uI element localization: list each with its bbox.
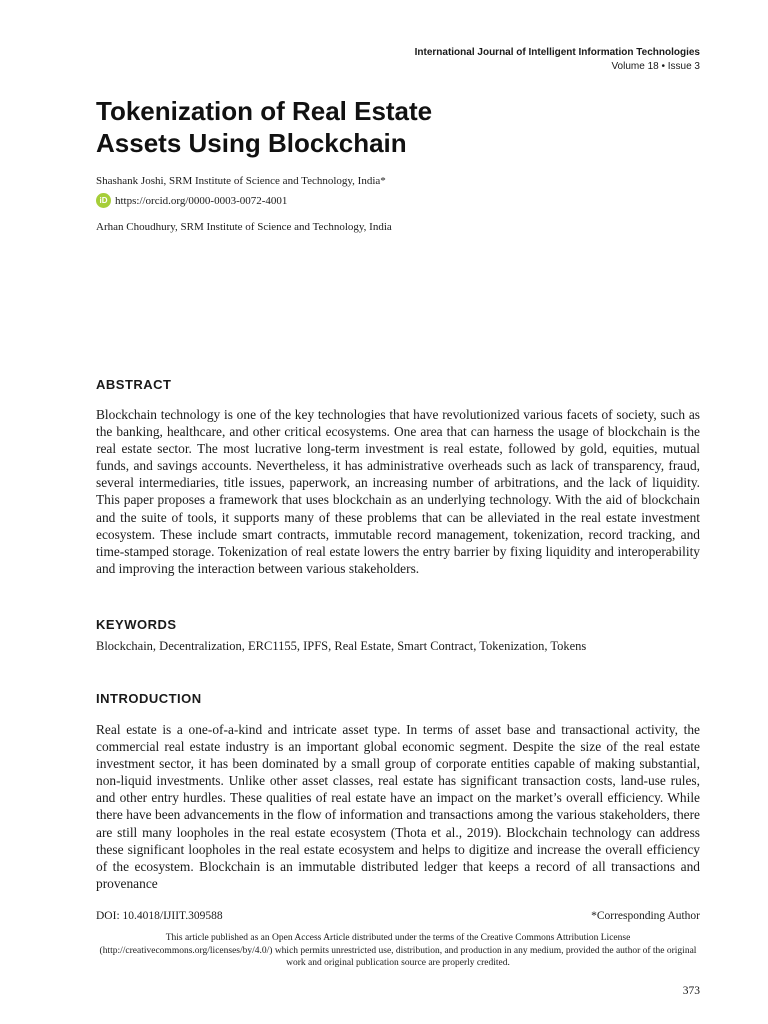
title-line: Assets Using Blockchain [96,128,407,158]
orcid-line [96,193,392,208]
author-2: Arhan Choudhury, SRM Institute of Science and Technology, India [96,221,392,233]
footer-doi-row [96,910,700,922]
abstract-text: Blockchain technology is one of the key technologies that have revolutionized various facets of society, such as the banking, healthcare, and other critical ecosystems. One area that can harness the usage of blockchain is the real estate sector. The most lucrative long-term investment is real estate, followed by gold, equities, mutual funds, and savings accounts. Nevertheless, it has administrative overheads such as lack of transparency, fraud, several intermediaries, title issues, paperwork, an increasing number of arbitrations, and the lack of liquidity. This paper proposes a framework that uses blockchain as an underlying technology. With the aid of blockchain and the suite of tools, it supports many of these problems that can be alleviated in the real estate investment ecosystem. These include smart contracts, immutable record management, tokenization, record tracking, and time-stamped storage. Tokenization of real estate lowers the entry barrier by fixing liquidity and interoperability and improving the interaction between various stakeholders. [96,407,700,576]
journal-header [415,46,700,74]
paper-title [96,95,616,159]
keywords-text: Blockchain, Decentralization, ERC1155, IPFS, Real Estate, Smart Contract, Tokenization, Tokens [96,639,587,653]
abstract-heading: ABSTRACT [96,377,172,392]
author-block [96,174,392,234]
corresponding-author-note: *Corresponding Author [591,910,700,922]
author-1: Shashank Joshi, SRM Institute of Science and Technology, India* [96,175,386,187]
journal-issue: Volume 18 • Issue 3 [611,61,700,72]
page-number: 373 [682,985,700,997]
journal-name: International Journal of Intelligent Information Technologies [414,47,700,58]
doi-text[interactable]: DOI: 10.4018/IJIIT.309588 [96,910,223,922]
introduction-heading: INTRODUCTION [96,691,202,706]
orcid-icon: iD [96,193,111,208]
license-note: This article published as an Open Access Article distributed under the terms of the Creative Commons Attribution License (http://creativecommons.org/licenses/by/4.0/) which permits unrestricted use, distribution, and production in any medium, provided the author of the original work and original publication source are properly credited. [99,933,697,968]
keywords-heading: KEYWORDS [96,617,177,632]
introduction-text: Real estate is a one-of-a-kind and intricate asset type. In terms of asset base and transactional activity, the commercial real estate industry is an important global economic segment. Despite the size of the real estate investment sector, it has been dominated by a small group of corporate entities capable of making substantial, non-liquid investments. Unlike other asset classes, real estate has significant transaction costs, land-use rules, and other entry hurdles. These qualities of real estate have an impact on the market’s overall efficiency. While there have been advancements in the flow of information and transactions among the various stakeholders, there are still many loopholes in the real estate ecosystem (Thota et al., 2019). Blockchain technology can address these significant loopholes in the real estate ecosystem and helps to digitize and increase the overall efficiency of the ecosystem. Blockchain is an immutable distributed ledger that keeps a record of all transactions and provenance [96,722,700,891]
title-line: Tokenization of Real Estate [96,96,433,126]
orcid-link[interactable]: https://orcid.org/0000-0003-0072-4001 [115,194,288,207]
